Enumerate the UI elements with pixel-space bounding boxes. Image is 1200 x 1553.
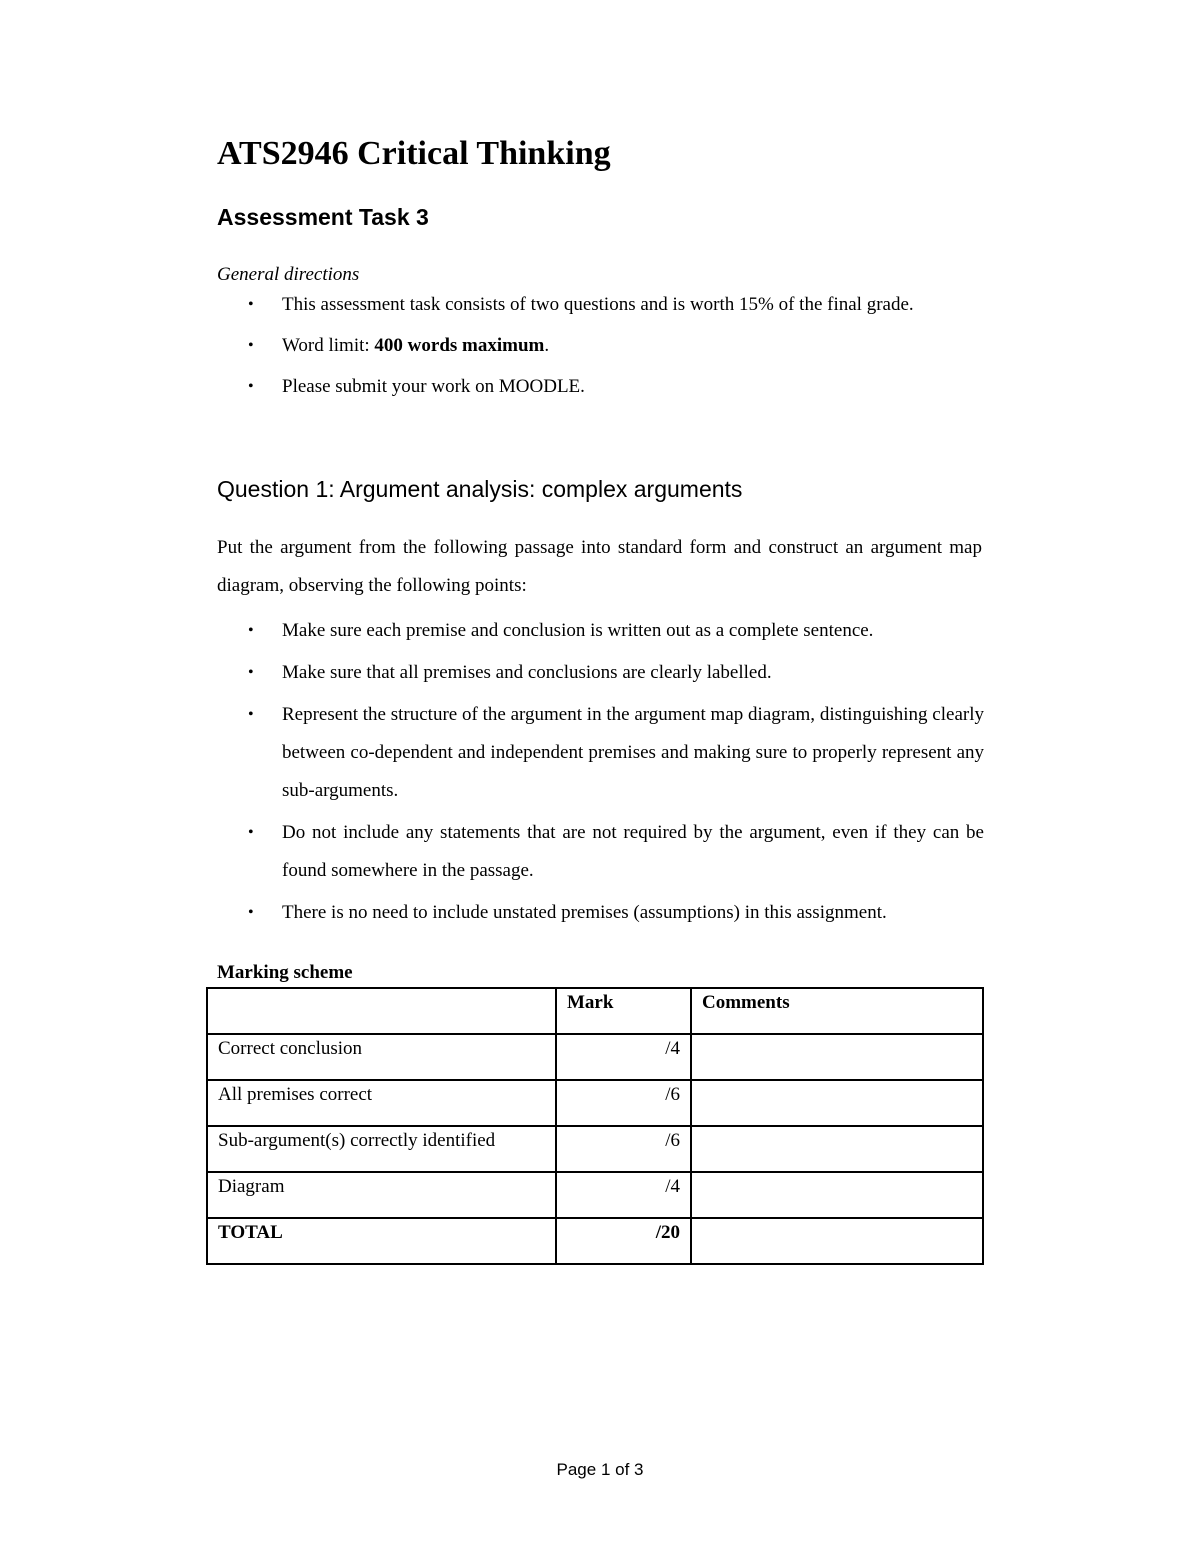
word-limit-suffix: .	[544, 335, 550, 356]
mark-cell: /6	[556, 1080, 691, 1126]
table-row	[207, 1126, 983, 1172]
bullet-icon: •	[248, 296, 254, 313]
table-row	[207, 1080, 983, 1126]
word-limit-value: 400 words maximum	[374, 335, 545, 356]
bullet-icon: •	[248, 664, 254, 681]
header-cell-comments: Comments	[691, 988, 983, 1034]
header-cell-mark: Mark	[556, 988, 691, 1034]
mark-cell: /6	[556, 1126, 691, 1172]
question-1-intro: Put the argument from the following passage into standard form and construct an argument map diagram, observing the following points:	[217, 537, 982, 596]
question-1-points	[244, 612, 984, 936]
criterion-cell: All premises correct	[207, 1080, 556, 1126]
total-comment-cell	[691, 1218, 983, 1264]
bullet-icon: •	[248, 824, 254, 841]
general-directions-label: General directions	[217, 264, 360, 285]
list-item	[244, 612, 984, 650]
word-limit-prefix: Word limit:	[282, 335, 375, 356]
general-directions-list	[244, 292, 984, 415]
point-text: There is no need to include unstated premises (assumptions) in this assignment.	[282, 902, 887, 923]
list-item	[244, 292, 984, 318]
bullet-icon: •	[248, 904, 254, 921]
criterion-cell: Sub-argument(s) correctly identified	[207, 1126, 556, 1172]
comment-cell	[691, 1080, 983, 1126]
table-row	[207, 1172, 983, 1218]
list-item	[244, 814, 984, 890]
mark-cell: /4	[556, 1034, 691, 1080]
comment-cell	[691, 1126, 983, 1172]
bullet-icon: •	[248, 378, 254, 395]
list-item	[244, 894, 984, 932]
header-cell-criterion	[207, 988, 556, 1034]
comment-cell	[691, 1034, 983, 1080]
table-header-row	[207, 988, 983, 1034]
point-text: Represent the structure of the argument in the argument map diagram, distinguishing clearly between co-dependent and independent premises and making sure to properly represent any sub-arguments.	[282, 704, 984, 801]
mark-cell: /4	[556, 1172, 691, 1218]
comment-cell	[691, 1172, 983, 1218]
direction-text: This assessment task consists of two questions and is worth 15% of the final grade.	[282, 294, 914, 315]
question-1-heading: Question 1: Argument analysis: complex arguments	[217, 476, 743, 502]
list-item	[244, 333, 984, 359]
total-label-cell: TOTAL	[207, 1218, 556, 1264]
table-row	[207, 1034, 983, 1080]
total-mark-cell: /20	[556, 1218, 691, 1264]
document-subtitle: Assessment Task 3	[217, 204, 429, 230]
document-title: ATS2946 Critical Thinking	[217, 135, 611, 172]
list-item	[244, 696, 984, 810]
criterion-cell: Diagram	[207, 1172, 556, 1218]
page-number: Page 1 of 3	[556, 1460, 644, 1479]
marking-scheme-label: Marking scheme	[217, 962, 353, 983]
marking-scheme-table	[206, 987, 984, 1265]
bullet-icon: •	[248, 706, 254, 723]
point-text: Make sure that all premises and conclusions are clearly labelled.	[282, 662, 772, 683]
point-text: Make sure each premise and conclusion is written out as a complete sentence.	[282, 620, 874, 641]
criterion-cell: Correct conclusion	[207, 1034, 556, 1080]
bullet-icon: •	[248, 337, 254, 354]
table-total-row	[207, 1218, 983, 1264]
direction-text: Please submit your work on MOODLE.	[282, 376, 585, 397]
list-item	[244, 654, 984, 692]
list-item	[244, 374, 984, 400]
bullet-icon: •	[248, 622, 254, 639]
point-text: Do not include any statements that are not required by the argument, even if they can be found somewhere in the passage.	[282, 822, 984, 881]
